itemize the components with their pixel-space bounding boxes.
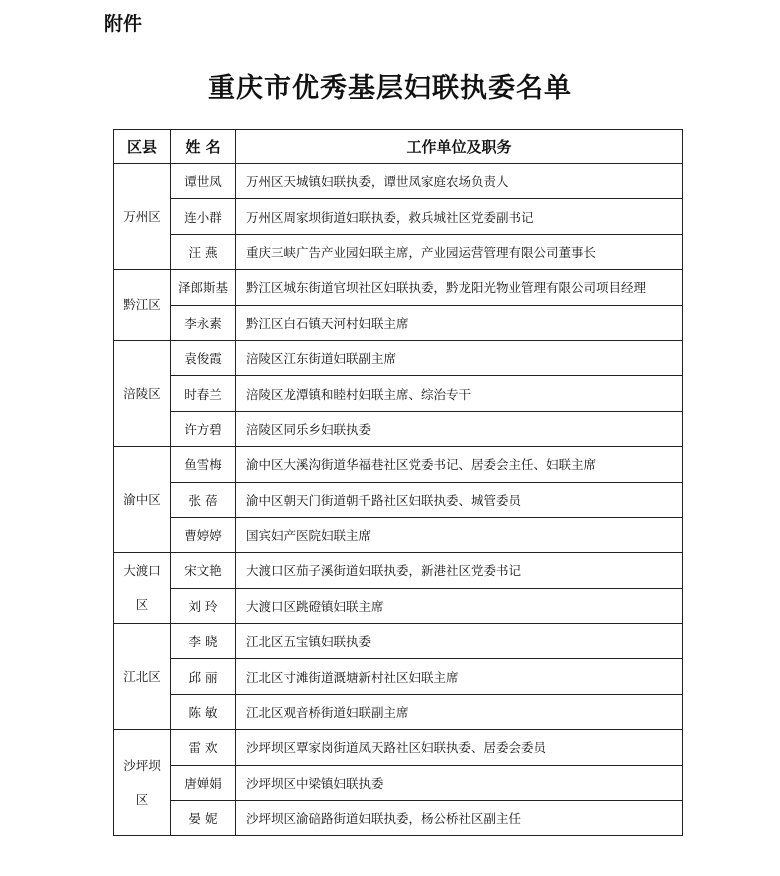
work-unit-and-position: 涪陵区同乐乡妇联执委 xyxy=(236,411,683,446)
work-unit-and-position: 渝中区朝天门街道朝千路社区妇联执委、城管委员 xyxy=(236,482,683,517)
document-title: 重庆市优秀基层妇联执委名单 xyxy=(208,73,572,104)
person-name: 陈 敏 xyxy=(171,694,236,729)
header-row xyxy=(114,130,683,164)
table-row xyxy=(114,659,683,694)
district-name: 区 xyxy=(135,791,149,807)
table-row xyxy=(114,517,683,552)
district-cell xyxy=(114,164,171,270)
district-name: 沙坪坝 xyxy=(123,757,161,773)
header-district: 区县 xyxy=(114,130,171,164)
header-name: 姓 名 xyxy=(171,130,236,164)
district-name: 万州区 xyxy=(123,208,161,224)
person-name: 李永素 xyxy=(171,305,236,340)
table-row xyxy=(114,164,683,199)
table-row xyxy=(114,553,683,588)
person-name: 邱 丽 xyxy=(171,659,236,694)
work-unit-and-position: 大渡口区茄子溪街道妇联执委，新港社区党委书记 xyxy=(236,553,683,588)
work-unit-and-position: 涪陵区龙潭镇和睦村妇联主席、综治专干 xyxy=(236,376,683,411)
person-name: 宋文艳 xyxy=(171,553,236,588)
work-unit-and-position: 沙坪坝区覃家岗街道凤天路社区妇联执委、居委会委员 xyxy=(236,730,683,765)
person-name: 许方碧 xyxy=(171,411,236,446)
person-name: 雷 欢 xyxy=(171,730,236,765)
table-row xyxy=(114,624,683,659)
person-name: 汪 燕 xyxy=(171,234,236,269)
attachment-label: 附件 xyxy=(104,13,143,35)
table-row xyxy=(114,482,683,517)
work-unit-and-position: 万州区周家坝街道妇联执委，救兵城社区党委副书记 xyxy=(236,199,683,234)
person-name: 晏 妮 xyxy=(171,801,236,836)
person-name: 鱼雪梅 xyxy=(171,447,236,482)
district-name: 涪陵区 xyxy=(123,385,161,401)
work-unit-and-position: 重庆三峡广告产业园妇联主席，产业园运营管理有限公司董事长 xyxy=(236,234,683,269)
district-cell xyxy=(114,624,171,730)
district-cell xyxy=(114,553,171,624)
person-name: 时春兰 xyxy=(171,376,236,411)
work-unit-and-position: 国宾妇产医院妇联主席 xyxy=(236,517,683,552)
work-unit-and-position: 黔江区白石镇天河村妇联主席 xyxy=(236,305,683,340)
district-name: 江北区 xyxy=(123,668,161,684)
person-name: 刘 玲 xyxy=(171,588,236,623)
work-unit-and-position: 涪陵区江东街道妇联副主席 xyxy=(236,340,683,375)
roster-table xyxy=(113,129,683,836)
district-cell xyxy=(114,270,171,341)
work-unit-and-position: 江北区观音桥街道妇联副主席 xyxy=(236,694,683,729)
table-row xyxy=(114,411,683,446)
table-row xyxy=(114,765,683,800)
person-name: 张 蓓 xyxy=(171,482,236,517)
table-row xyxy=(114,694,683,729)
district-name: 区 xyxy=(135,597,149,613)
table-row xyxy=(114,588,683,623)
district-name: 黔江区 xyxy=(123,297,161,313)
roster-body xyxy=(114,164,683,836)
table-row xyxy=(114,447,683,482)
person-name: 谭世凤 xyxy=(171,164,236,199)
district-cell xyxy=(114,340,171,446)
header-role: 工作单位及职务 xyxy=(236,130,683,164)
table-row xyxy=(114,730,683,765)
district-cell xyxy=(114,447,171,553)
district-name: 渝中区 xyxy=(123,491,161,507)
work-unit-and-position: 大渡口区跳磴镇妇联主席 xyxy=(236,588,683,623)
work-unit-and-position: 江北区五宝镇妇联执委 xyxy=(236,624,683,659)
district-cell xyxy=(114,730,171,836)
table-row xyxy=(114,801,683,836)
person-name: 曹婷婷 xyxy=(171,517,236,552)
table-row xyxy=(114,305,683,340)
work-unit-and-position: 沙坪坝区渝碚路街道妇联执委，杨公桥社区副主任 xyxy=(236,801,683,836)
person-name: 唐婵娟 xyxy=(171,765,236,800)
table-row xyxy=(114,270,683,305)
table-row xyxy=(114,376,683,411)
person-name: 袁俊霞 xyxy=(171,340,236,375)
work-unit-and-position: 万州区天城镇妇联执委，谭世凤家庭农场负责人 xyxy=(236,164,683,199)
person-name: 连小群 xyxy=(171,199,236,234)
person-name: 泽郎斯基 xyxy=(171,270,236,305)
person-name: 李 晓 xyxy=(171,624,236,659)
table-row xyxy=(114,199,683,234)
table-row xyxy=(114,340,683,375)
work-unit-and-position: 江北区寸滩街道溉塘新村社区妇联主席 xyxy=(236,659,683,694)
district-name: 大渡口 xyxy=(123,563,161,579)
work-unit-and-position: 沙坪坝区中梁镇妇联执委 xyxy=(236,765,683,800)
work-unit-and-position: 渝中区大溪沟街道华福巷社区党委书记、居委会主任、妇联主席 xyxy=(236,447,683,482)
table-row xyxy=(114,234,683,269)
work-unit-and-position: 黔江区城东街道官坝社区妇联执委，黔龙阳光物业管理有限公司项目经理 xyxy=(236,270,683,305)
